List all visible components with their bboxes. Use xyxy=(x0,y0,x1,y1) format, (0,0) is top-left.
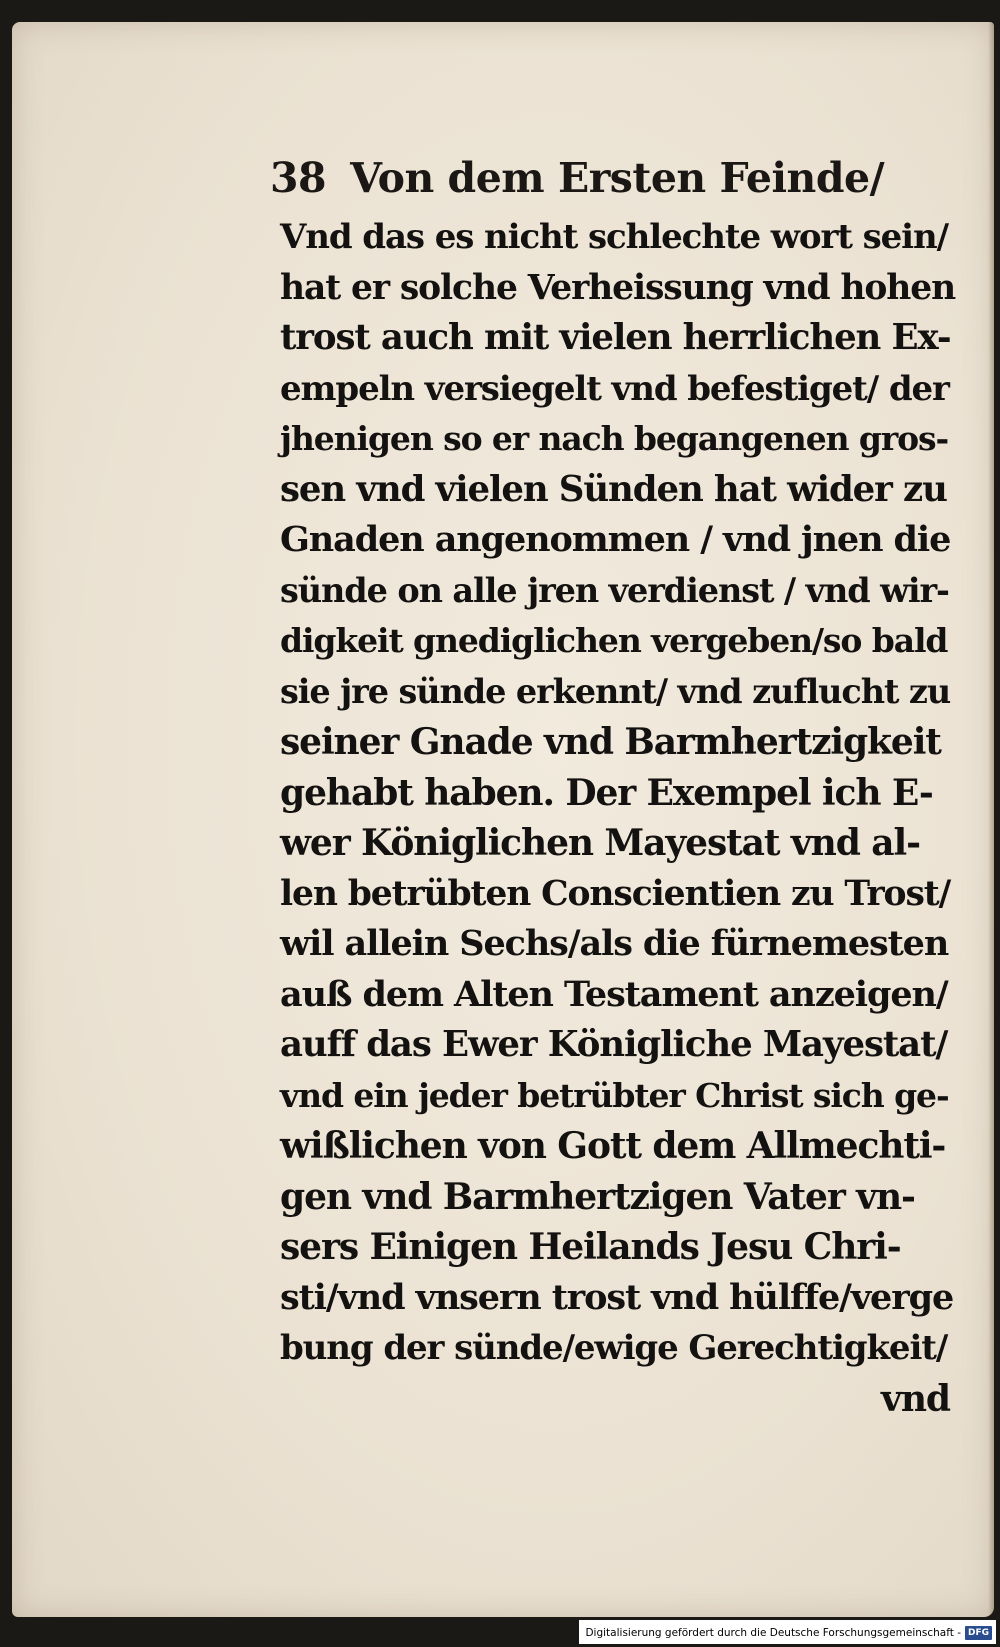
text-line: empeln versiegelt vnd befestiget/ der xyxy=(280,368,949,409)
text-line: hat er solche Verheissung vnd hohen xyxy=(280,267,956,308)
page-number: 38 xyxy=(270,154,327,202)
text-line: sti/vnd vnsern trost vnd hülffe/verge xyxy=(280,1276,954,1318)
text-line: trost auch mit vielen herrlichen Ex- xyxy=(280,317,951,358)
text-line: gen vnd Barmhertzigen Vater vn- xyxy=(280,1175,915,1218)
text-line: jhenigen so er nach begangenen gros- xyxy=(280,419,949,458)
body-text xyxy=(280,212,956,1424)
credit-text: Digitalisierung gefördert durch die Deutsche Forschungsgemeinschaft - xyxy=(585,1627,961,1639)
text-line: len betrübten Conscientien zu Trost/ xyxy=(280,873,951,914)
text-line: sie jre sünde erkennt/ vnd zuflucht zu xyxy=(280,671,951,711)
page-edge xyxy=(988,22,994,1617)
text-line: wer Königlichen Mayestat vnd al- xyxy=(280,822,920,864)
text-line: vnd ein jeder betrübter Christ sich ge- xyxy=(280,1075,949,1115)
text-line: digkeit gnediglichen vergeben/so bald xyxy=(280,621,948,660)
text-line: seiner Gnade vnd Barmhertzigkeit xyxy=(280,721,941,763)
text-line: auß dem Alten Testament anzeigen/ xyxy=(280,973,948,1015)
dfg-logo: DFG xyxy=(965,1626,992,1640)
text-line: wißlichen von Gott dem Allmechti- xyxy=(280,1125,946,1167)
running-title: Von dem Ersten Feinde/ xyxy=(350,154,885,202)
text-line: auff das Ewer Königliche Mayestat/ xyxy=(280,1024,948,1065)
book-page xyxy=(12,22,994,1617)
running-header xyxy=(270,154,884,202)
digitization-credit xyxy=(579,1620,996,1644)
text-line: bung der sünde/ewige Gerechtigkeit/ xyxy=(280,1328,948,1368)
catchword: vnd xyxy=(881,1377,950,1420)
text-line: Vnd das es nicht schlechte wort sein/ xyxy=(280,217,948,257)
text-line: Gnaden angenommen / vnd jnen die xyxy=(280,519,951,560)
text-line: sers Einigen Heilands Jesu Chri- xyxy=(280,1226,901,1268)
text-line: gehabt haben. Der Exempel ich E- xyxy=(280,771,933,814)
text-line: wil allein Sechs/als die fürnemesten xyxy=(280,923,949,964)
text-line: sen vnd vielen Sünden hat wider zu xyxy=(280,468,947,510)
text-line: sünde on alle jren verdienst / vnd wir- xyxy=(280,570,949,610)
